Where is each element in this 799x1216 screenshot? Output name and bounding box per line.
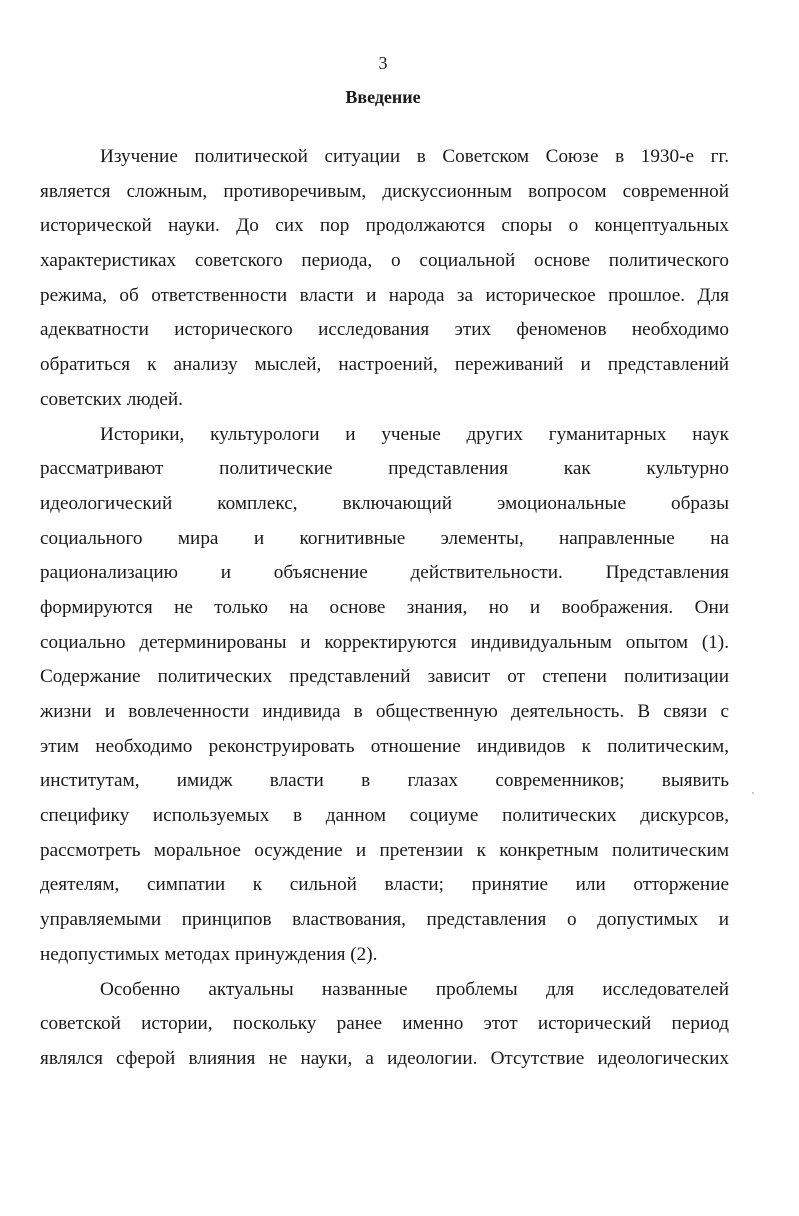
text-line: обратиться к анализу мыслей, настроений, переживаний и представлений — [40, 354, 729, 376]
paragraph-1 — [40, 140, 729, 418]
paragraph-3 — [40, 973, 729, 1077]
text-line: исторической науки. До сих пор продолжаются споры о концептуальных — [40, 215, 729, 237]
text-line: рассматривают политические представления как культурно — [40, 458, 729, 480]
text-line: является сложным, противоречивым, дискуссионным вопросом современной — [40, 180, 729, 202]
text-line: режима, об ответственности власти и народа за историческое прошлое. Для — [40, 284, 729, 306]
text-line: рационализацию и объяснение действительности. Представления — [40, 562, 729, 584]
text-line: формируются не только на основе знания, но и воображения. Они — [40, 596, 729, 618]
text-line: Особенно актуальны названные проблемы для исследователей — [100, 978, 729, 1000]
text-line: недопустимых методах принуждения (2). — [40, 943, 378, 965]
text-line: Содержание политических представлений зависит от степени политизации — [40, 666, 729, 688]
paragraph-2 — [40, 418, 729, 973]
text-line: советской истории, поскольку ранее именно этот исторический период — [40, 1013, 729, 1035]
text-line: управляемыми принципов властвования, представления о допустимых и — [40, 909, 729, 931]
text-line: характеристиках советского периода, о социальной основе политического — [40, 250, 729, 272]
text-line: специфику используемых в данном социуме политических дискурсов, — [40, 805, 729, 827]
text-line: советских людей. — [40, 388, 183, 410]
text-line: идеологический комплекс, включающий эмоциональные образы — [40, 492, 729, 514]
body-text — [40, 140, 729, 1077]
text-line: рассмотреть моральное осуждение и претензии к конкретным политическим — [40, 839, 729, 861]
text-line: этим необходимо реконструировать отношение индивидов к политическим, — [40, 735, 729, 757]
text-line: социально детерминированы и корректируются индивидуальным опытом (1). — [40, 631, 729, 653]
scan-speck — [752, 792, 754, 794]
text-line: жизни и вовлеченности индивида в общественную деятельность. В связи с — [40, 701, 729, 722]
text-line: социального мира и когнитивные элементы, направленные на — [40, 527, 729, 549]
text-line: Историки, культурологи и ученые других гуманитарных наук — [100, 423, 729, 445]
page-number: 3 — [378, 53, 388, 73]
text-line: институтам, имидж власти в глазах современников; выявить — [40, 770, 729, 792]
text-line: адекватности исторического исследования этих феноменов необходимо — [40, 319, 729, 341]
text-line: являлся сферой влияния не науки, а идеологии. Отсутствие идеологических — [40, 1047, 729, 1069]
page-title: Введение — [345, 87, 421, 107]
text-line: Изучение политической ситуации в Советском Союзе в 1930-е гг. — [100, 146, 729, 167]
text-line: деятелям, симпатии к сильной власти; принятие или отторжение — [40, 874, 729, 896]
